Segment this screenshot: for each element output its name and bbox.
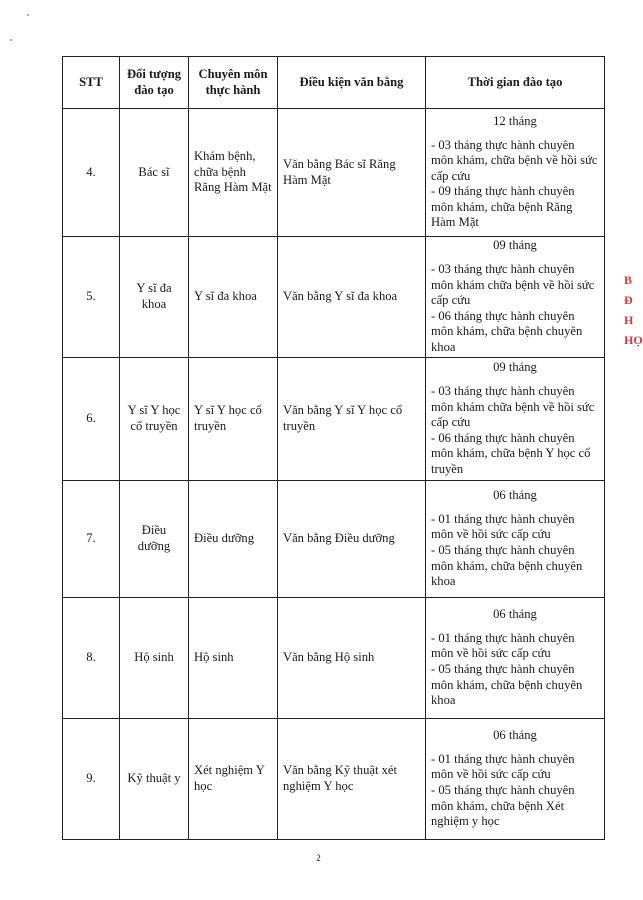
row-detail: - 06 tháng thực hành chuyên môn khám, chữa bệnh Y học cổ truyền (431, 430, 591, 476)
row-stt: 8. (63, 598, 120, 719)
header-stt: STT (63, 57, 120, 109)
table-row (63, 358, 605, 481)
row-detail: - 06 tháng thực hành chuyên môn khám, chữa bệnh chuyên khoa (431, 308, 583, 354)
header-specialty: Chuyên môn thực hành (189, 57, 278, 109)
row-detail: - 03 tháng thực hành chuyên môn khám chữa bệnh về hồi sức cấp cứu (431, 262, 595, 308)
row-degree: Văn bằng Kỹ thuật xét nghiệm Y học (278, 719, 426, 840)
row-stt: 7. (63, 481, 120, 598)
row-specialty: Điều dưỡng (189, 481, 278, 598)
row-subject: Y sĩ đa khoa (120, 237, 189, 358)
row-detail: - 03 tháng thực hành chuyên môn khám, chữa bệnh về hồi sức cấp cứu (431, 137, 598, 183)
page-number: 2 (316, 853, 321, 863)
row-detail: - 05 tháng thực hành chuyên môn khám, chữa bệnh chuyên khoa (431, 662, 583, 708)
row-degree: Văn bằng Bác sĩ Răng Hàm Mặt (278, 109, 426, 237)
table-header-row (63, 57, 605, 109)
row-subject: Điều dưỡng (120, 481, 189, 598)
row-degree: Văn bằng Y sĩ đa khoa (278, 237, 426, 358)
row-stt: 9. (63, 719, 120, 840)
training-table (62, 56, 605, 840)
row-detail: - 05 tháng thực hành chuyên môn khám, chữa bệnh chuyên khoa (431, 543, 583, 589)
stamp-letter: HỌ (624, 333, 643, 347)
row-stt: 6. (63, 358, 120, 481)
row-duration: 09 tháng (493, 360, 537, 375)
stamp-letter: Đ (624, 293, 633, 307)
row-specialty: Y sĩ đa khoa (189, 237, 278, 358)
red-stamp-fragment (624, 270, 643, 390)
row-duration: 09 tháng (493, 238, 537, 253)
row-duration: 12 tháng (493, 113, 537, 128)
header-duration: Thời gian đào tạo (426, 57, 605, 109)
table-row (63, 237, 605, 358)
row-detail: - 01 tháng thực hành chuyên môn về hồi sức cấp cứu (431, 630, 575, 661)
row-degree: Văn bằng Hộ sinh (278, 598, 426, 719)
table-row (63, 109, 605, 237)
row-duration: 06 tháng (493, 488, 537, 503)
row-training-time (426, 109, 605, 237)
row-training-time (426, 719, 605, 840)
scan-speck (27, 14, 29, 16)
row-detail: - 05 tháng thực hành chuyên môn khám, chữa bệnh Xét nghiệm y học (431, 783, 575, 829)
row-detail: - 09 tháng thực hành chuyên môn khám, chữa bệnh Răng Hàm Mặt (431, 184, 575, 230)
row-specialty: Hộ sinh (189, 598, 278, 719)
row-detail: - 03 tháng thực hành chuyên môn khám chữa bệnh về hồi sức cấp cứu (431, 384, 595, 430)
row-specialty: Xét nghiệm Y học (189, 719, 278, 840)
row-training-time (426, 358, 605, 481)
row-training-time (426, 598, 605, 719)
table-row (63, 481, 605, 598)
row-detail: - 01 tháng thực hành chuyên môn về hồi sức cấp cứu (431, 751, 575, 782)
row-degree: Văn bằng Điều dưỡng (278, 481, 426, 598)
row-stt: 5. (63, 237, 120, 358)
table-row (63, 598, 605, 719)
scan-speck (10, 39, 12, 41)
row-training-time (426, 481, 605, 598)
row-specialty: Khám bệnh, chữa bệnh Răng Hàm Mặt (189, 109, 278, 237)
row-specialty: Y sĩ Y học cổ truyền (189, 358, 278, 481)
row-subject: Hộ sinh (120, 598, 189, 719)
row-subject: Kỹ thuật y (120, 719, 189, 840)
row-stt: 4. (63, 109, 120, 237)
table-row (63, 719, 605, 840)
row-training-time (426, 237, 605, 358)
row-degree: Văn bằng Y sĩ Y học cổ truyền (278, 358, 426, 481)
stamp-letter: B (624, 273, 633, 287)
row-duration: 06 tháng (493, 607, 537, 622)
row-duration: 06 tháng (493, 728, 537, 743)
stamp-letter: H (624, 313, 634, 327)
header-degree: Điều kiện văn bằng (278, 57, 426, 109)
row-detail: - 01 tháng thực hành chuyên môn về hồi sức cấp cứu (431, 511, 575, 542)
row-subject: Y sĩ Y học cổ truyền (120, 358, 189, 481)
header-subject: Đối tượng đào tạo (120, 57, 189, 109)
row-subject: Bác sĩ (120, 109, 189, 237)
